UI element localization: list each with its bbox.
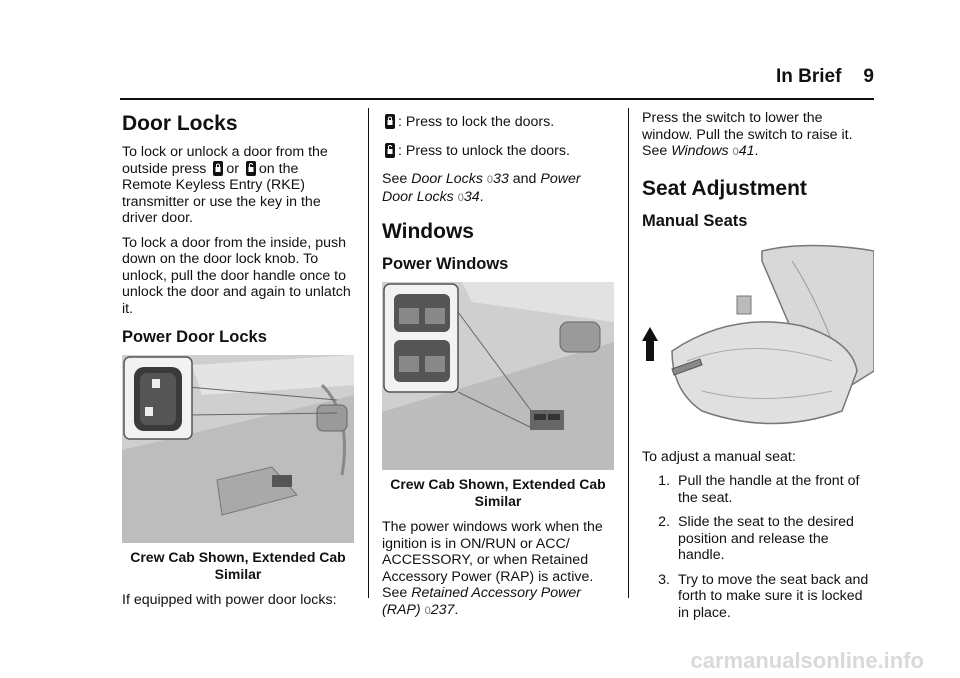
list-item [642,473,874,506]
lock-icon [212,161,224,176]
xref-symbol: 0 [424,604,431,617]
step-text: Slide the seat to the desired position and release the handle. [678,514,854,563]
page-header [776,66,874,88]
power-window-switch-illustration [382,282,614,470]
windows-operation-para: Press the switch to lower the window. Pull the switch to raise it. See Windows 041. [642,110,853,159]
xref-page[interactable]: 41 [738,143,755,159]
text-fragment: : Press to lock the doors. [398,114,555,130]
see-also-rap: See Retained Accessory Power (RAP) 0237. [382,585,582,618]
step-number: 3. [658,571,670,588]
text-fragment: Press the switch to lower the window. Pull the switch to raise it. [642,110,853,143]
header-rule [120,98,874,100]
text-fragment: and [512,171,537,187]
power-door-locks-text: If equipped with power door locks: [122,592,337,608]
text-fragment: See [382,585,408,601]
section-title: In Brief [775,66,842,87]
step-text: Pull the handle at the front of the seat. [678,473,860,506]
column-divider-1 [368,108,369,598]
door-locks-heading: Door Locks [122,112,238,135]
unlock-description [382,143,614,160]
unlock-icon [384,143,396,158]
windows-heading: Windows [382,220,474,243]
power-door-locks-heading: Power Door Locks [122,328,267,346]
figure-caption: Crew Cab Shown, Extended Cab Similar [130,549,346,582]
step-number: 2. [658,514,670,530]
xref-power-door-locks[interactable]: Power Door Locks [382,171,581,205]
lock-icon [384,114,396,129]
xref-page[interactable]: 237 [430,601,455,618]
column-1 [122,108,354,617]
door-lock-switch-illustration [122,355,354,543]
power-windows-para: The power windows work when the ignition is in ON/RUN or ACC/ ACCESSORY, or when Retained Accessory Power (RAP) is active. [382,519,603,585]
text-fragment: Remote Keyless Entry (RKE) transmitter or use the key in the driver door. [122,177,321,226]
text-fragment: or [226,160,239,177]
power-windows-heading: Power Windows [382,255,509,273]
seat-steps-list [642,473,874,621]
door-locks-para-1 [122,144,354,227]
step-number: 1. [658,473,670,489]
lock-description [382,114,614,131]
xref-rap[interactable]: Retained Accessory Power (RAP) [382,585,582,618]
page-number: 9 [863,66,874,87]
xref-page[interactable]: 33 [493,171,509,187]
unlock-icon [245,161,257,176]
step-text: Try to move the seat back and forth to make sure it is locked in place. [678,571,869,621]
text-fragment: See [382,171,408,187]
manual-seat-illustration [642,241,874,437]
manual-seat-intro: To adjust a manual seat: [642,448,796,465]
see-also-door-locks: See Door Locks 033 and Power Door Locks 034. [382,171,581,205]
text-fragment: See [642,143,668,159]
xref-symbol: 0 [486,174,494,186]
column-3 [642,108,874,629]
xref-symbol: 0 [457,191,464,204]
column-divider-2 [628,108,629,598]
xref-windows[interactable]: Windows [671,143,729,159]
manual-seats-heading: Manual Seats [642,211,748,230]
text-fragment: : Press to unlock the doors. [398,142,570,159]
text-fragment: on the [258,160,299,177]
list-item [642,514,874,564]
door-locks-para-2: To lock a door from the inside, push down on the door lock knob. To unlock, pull the door handle once to unlock the door and again to unlatch it. [122,234,351,317]
figure-caption: Crew Cab Shown, Extended Cab Similar [390,476,606,509]
column-2 [382,108,614,627]
xref-symbol: 0 [732,146,739,158]
watermark-footer: carmanualsonline.info [690,648,924,673]
seat-adjustment-heading: Seat Adjustment [642,176,807,200]
text-fragment: To lock or unlock a door from the [122,144,328,160]
xref-door-locks[interactable]: Door Locks [411,171,483,187]
list-item [642,572,874,622]
xref-page[interactable]: 34 [463,188,480,205]
text-fragment: outside press [122,160,207,177]
